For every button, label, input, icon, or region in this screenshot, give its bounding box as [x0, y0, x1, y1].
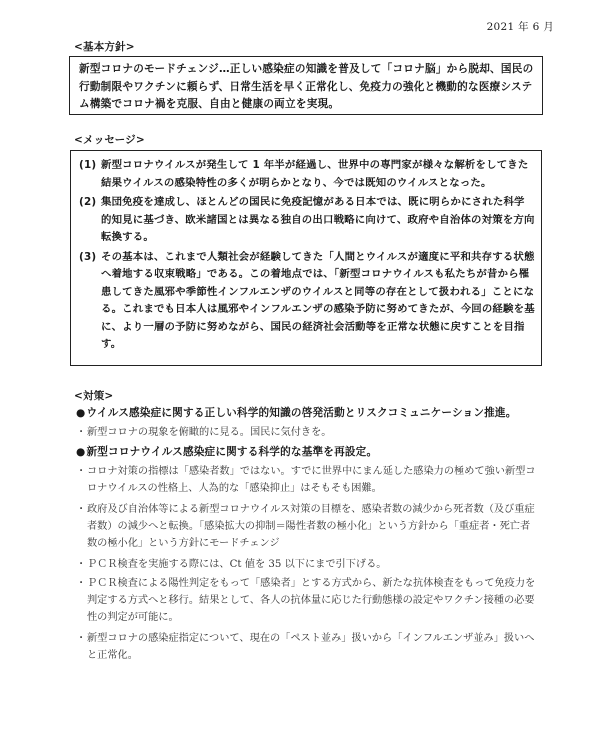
measure-item [76, 501, 540, 552]
sub-bullet-icon: ・ [76, 427, 87, 438]
measure-item-text: 新型コロナの感染症指定について、現在の「ペスト並み」扱いから「インフルエンザ並み」扱いへと正常化。 [87, 633, 535, 661]
measure-group-title-text: 新型コロナウイルス感染症に関する科学的な基準を再設定。 [86, 446, 378, 458]
policy-box [69, 56, 543, 115]
policy-heading: <基本方針> [74, 41, 135, 53]
sub-bullet-icon: ・ [76, 578, 87, 589]
measure-group-title [76, 405, 517, 420]
measure-item-text: ＰＣＲ検査を実施する際には、Ct 値を 35 以下にまで引下げる。 [87, 559, 387, 570]
sub-bullet-icon: ・ [76, 633, 87, 644]
document-date: 2021 年 6 月 [486, 21, 554, 33]
measure-item [76, 575, 540, 626]
policy-text: 新型コロナのモードチェンジ…正しい感染症の知識を普及して「コロナ脳」から脱却、国民の行動制限やワクチンに頼らず、日常生活を早く正常化し、免疫力の強化と機動的な医療システム構築でコロナ禍を克服、自由と健康の両立を実現。 [79, 63, 534, 110]
message-heading: <メッセージ> [74, 134, 145, 146]
measure-item [76, 630, 540, 664]
message-item-number: (1) [79, 159, 97, 171]
measure-item-text: ＰＣＲ検査による陽性判定をもって「感染者」とする方式から、新たな抗体検査をもって免疫力を判定する方式へと移行。結果として、各人の抗体量に応じた行動態様の設定やワクチン接種の必要性の判定が可能に。 [87, 578, 536, 623]
measures-heading: <対策> [74, 390, 114, 402]
message-item [79, 194, 535, 247]
measure-item-text: 新型コロナの現象を俯瞰的に見る。国民に気付きを。 [87, 427, 332, 438]
message-item-text: 集団免疫を達成し、ほとんどの国民に免疫記憶がある日本では、既に明らかにされた科学的知見に基づき、欧米諸国とは異なる独自の出口戦略に向けて、政府や自治体の対策を方向転換する。 [101, 196, 535, 243]
sub-bullet-icon: ・ [76, 504, 87, 515]
message-item-text: 新型コロナウイルスが発生して 1 年半が経過し、世界中の専門家が様々な解析をしてきた結果ウイルスの感染特性の多くが明らかとなり、今では既知のウイルスとなった。 [101, 159, 529, 189]
measure-item [76, 424, 540, 441]
bullet-icon: ● [76, 446, 86, 458]
measure-item [76, 463, 540, 497]
message-item [79, 249, 535, 354]
measure-item-text: コロナ対策の指標は「感染者数」ではない。すでに世界中にまん延した感染力の極めて強い新型コロナウイルスの性格上、人為的な「感染抑止」はそもそも困難。 [87, 466, 536, 494]
sub-bullet-icon: ・ [76, 466, 87, 477]
measure-item [76, 556, 540, 573]
message-item-number: (3) [79, 250, 97, 263]
message-item [79, 157, 535, 192]
measure-group-title [76, 444, 377, 459]
message-box [70, 150, 542, 366]
measure-group-title-text: ウイルス感染症に関する正しい科学的知識の啓発活動とリスクコミュニケーション推進。 [86, 407, 517, 419]
message-item-text: その基本は、これまで人類社会が経験してきた「人間とウイルスが適度に平和共存する状態へ着地する収束戦略」である。この着地点では、「新型コロナウイルスも私たちが昔から罹患してきた風邪や季節性インフルエンザのウイルスと同等の存在として扱われる」ことになる。これまでも日本人は風邪やインフルエンザの感染予防に努めてきたが、今回の経験を基に、より一層の予防に努めながら、国民の経済社会活動等を正常な状態に戻すことを目指す。 [101, 250, 535, 350]
message-item-number: (2) [79, 196, 97, 208]
bullet-icon: ● [76, 407, 86, 419]
measure-item-text: 政府及び自治体等による新型コロナウイルス対策の目標を、感染者数の減少から死者数（及び重症者数）の減少へと転換。「感染拡大の抑制＝陽性者数の極小化」という方針から「重症者・死亡者数の極小化」という方針にモードチェンジ [87, 504, 535, 549]
sub-bullet-icon: ・ [76, 559, 87, 570]
